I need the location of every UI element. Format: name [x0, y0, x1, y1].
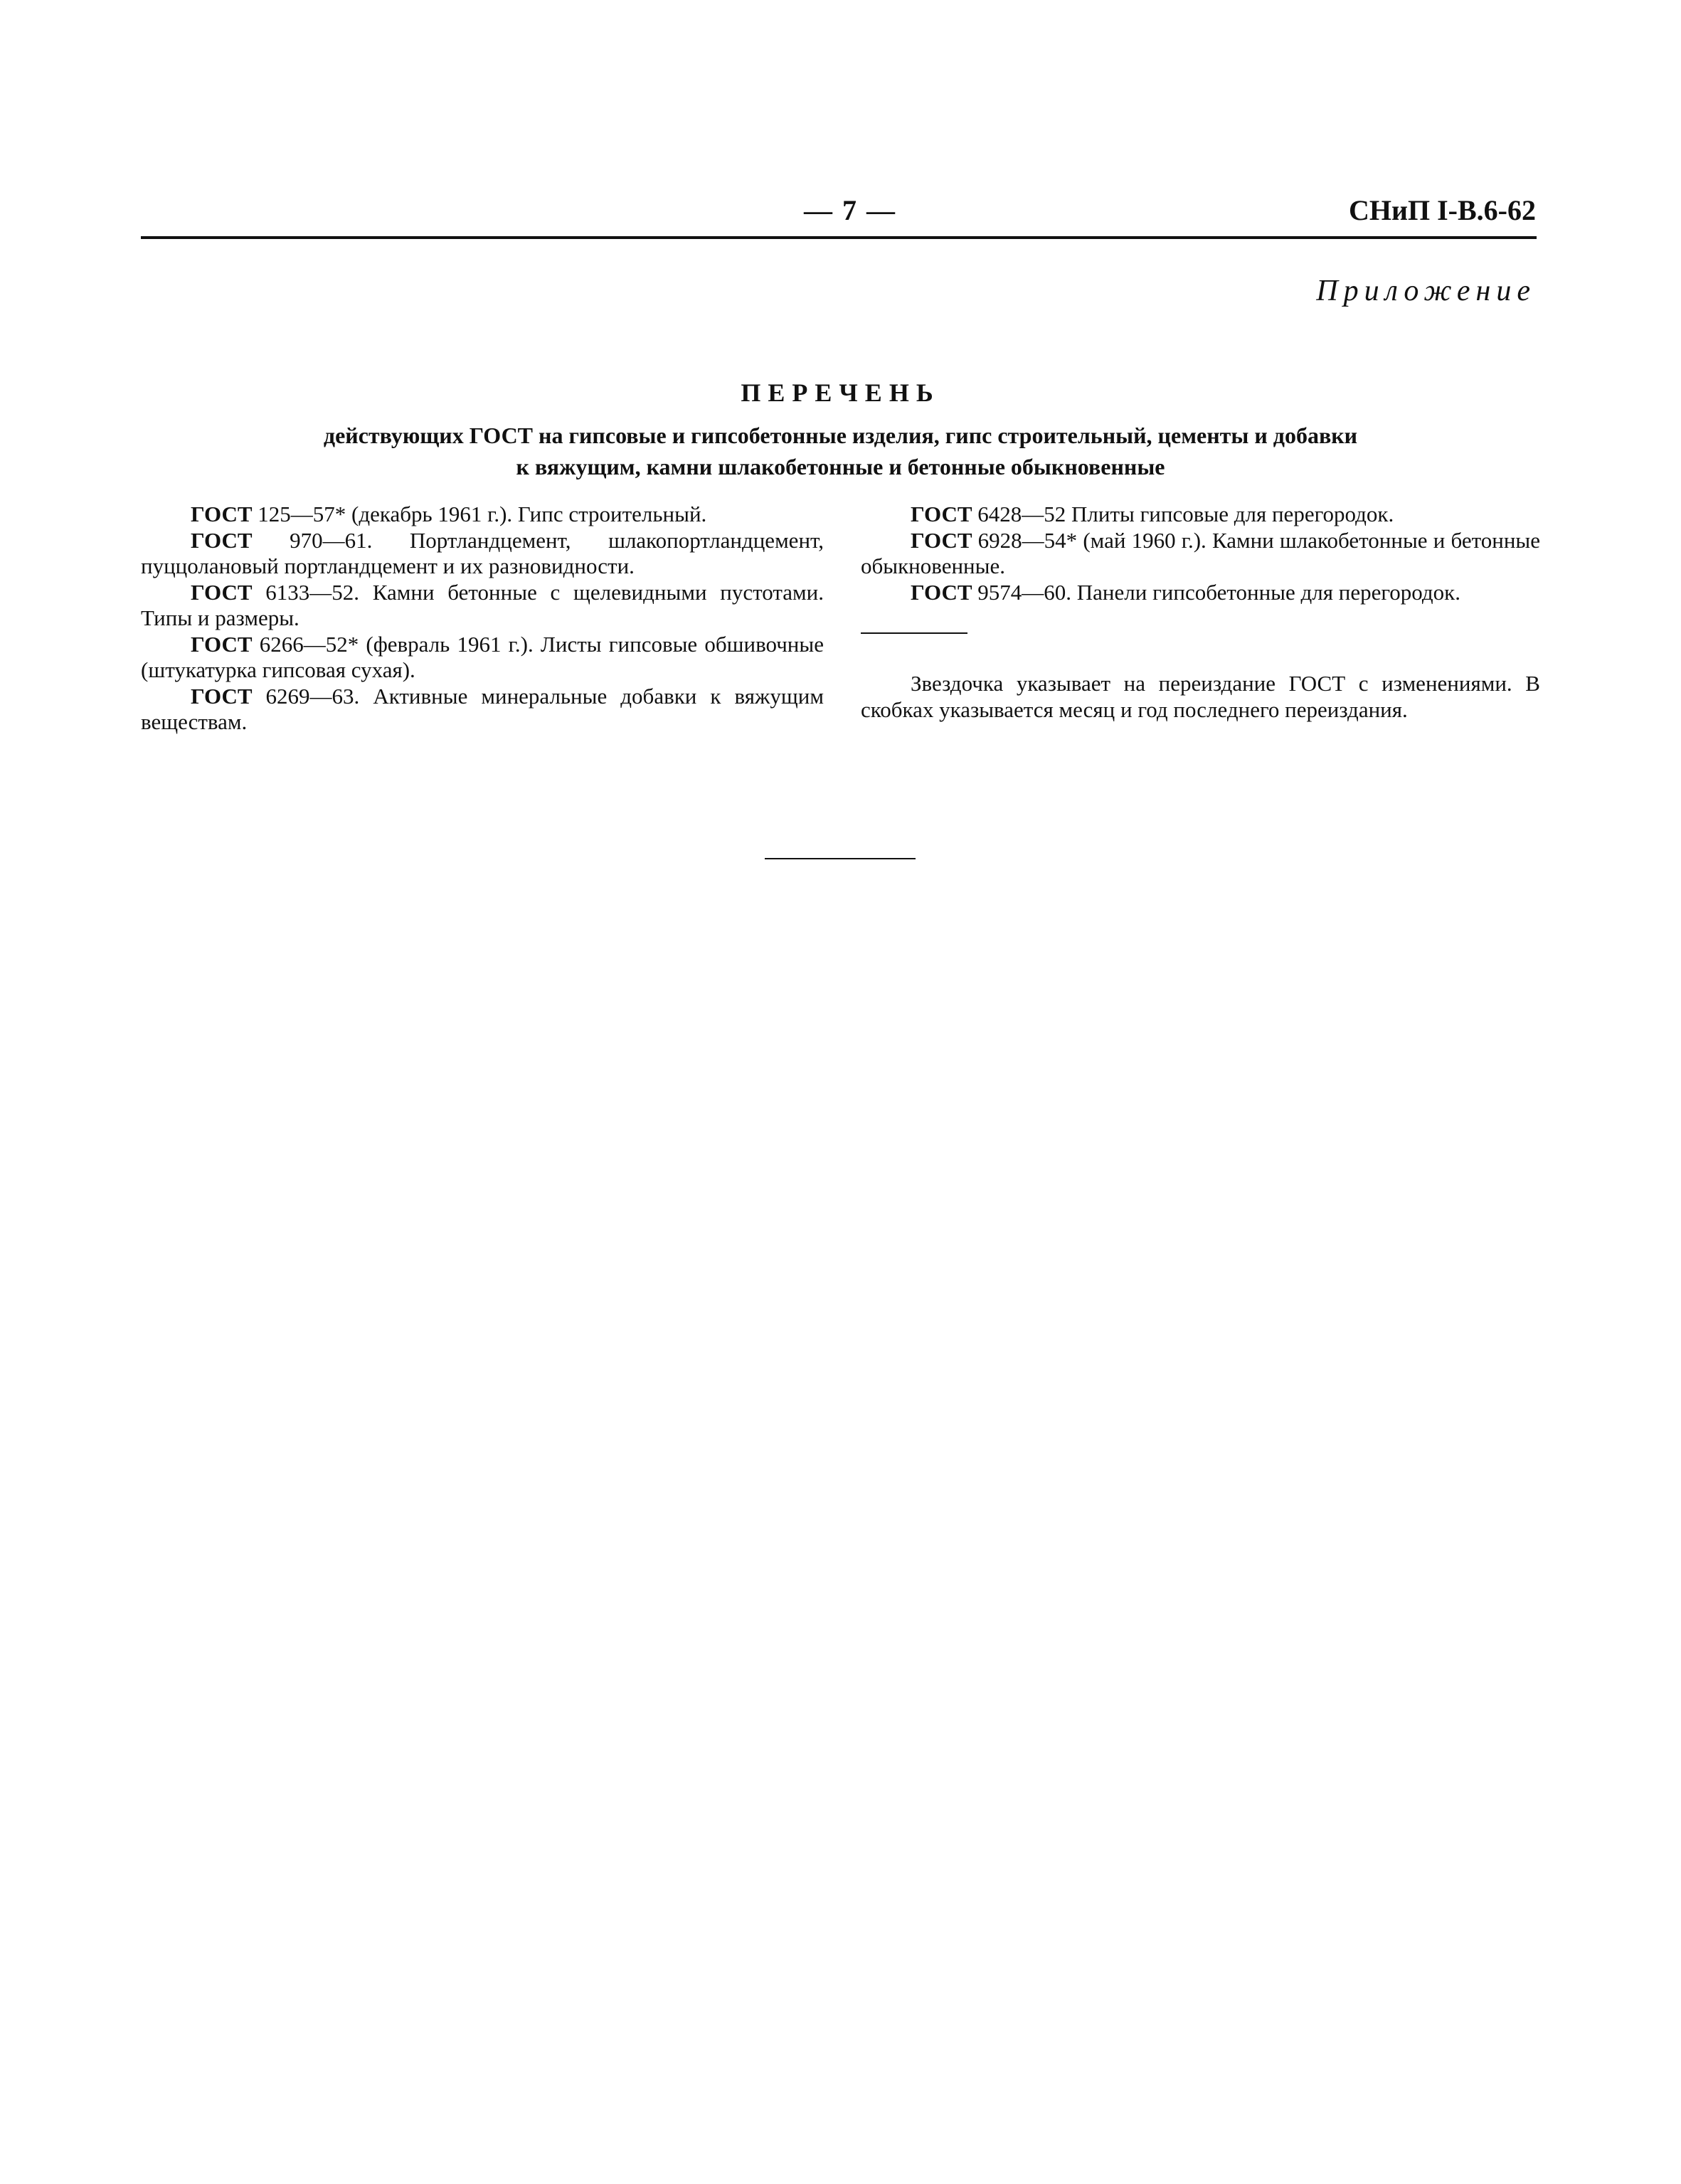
gost-code: ГОСТ: [191, 527, 253, 553]
gost-description: 125—57* (декабрь 1961 г.). Гипс строительный.: [252, 502, 707, 526]
gost-entry: [861, 580, 1540, 606]
list-subtitle: [213, 420, 1468, 482]
gost-description: 9574—60. Панели гипсобетонные для перегородок.: [972, 579, 1460, 605]
gost-description: 6266—52* (февраль 1961 г.). Листы гипсовые обшивочные (штукатурка гипсовая сухая).: [141, 631, 824, 682]
footnote: Звездочка указывает на переиздание ГОСТ с изменениями. В скобках указывается месяц и год последнего переиздания.: [861, 671, 1540, 722]
header-rule: [141, 236, 1537, 239]
gost-code: ГОСТ: [911, 527, 972, 553]
gost-description: 970—61. Портландцемент, шлакопортландцемент, пуццолановый портландцемент и их разновидности.: [141, 527, 824, 578]
page-number: — 7 —: [804, 194, 896, 226]
gost-code: ГОСТ: [191, 683, 253, 709]
list-subtitle-line-2: к вяжущим, камни шлакобетонные и бетонные обыкновенные: [516, 454, 1165, 479]
gost-entry: [141, 684, 824, 736]
right-column: [861, 502, 1540, 723]
gost-code: ГОСТ: [911, 579, 972, 605]
gost-entry: [861, 502, 1540, 528]
left-column: [141, 502, 824, 736]
gost-code: ГОСТ: [191, 631, 253, 657]
gost-entry: [141, 632, 824, 684]
gost-code: ГОСТ: [191, 502, 253, 526]
gost-description: 6133—52. Камни бетонные с щелевидными пустотами. Типы и размеры.: [141, 579, 824, 630]
gost-code: ГОСТ: [911, 502, 972, 526]
gost-entry: [861, 528, 1540, 580]
gost-code: ГОСТ: [191, 579, 253, 605]
appendix-label: Приложение: [1316, 275, 1536, 307]
gost-entry: [141, 528, 824, 580]
gost-description: 6428—52 Плиты гипсовые для перегородок.: [972, 502, 1394, 526]
gost-entry: [141, 502, 824, 528]
footnote-separator: [861, 632, 967, 634]
list-title: ПЕРЕЧЕНЬ: [741, 378, 940, 407]
list-subtitle-line-1: действующих ГОСТ на гипсовые и гипсобетонные изделия, гипс строительный, цементы и добавки: [323, 423, 1358, 448]
gost-description: 6928—54* (май 1960 г.). Камни шлакобетонные и бетонные обыкновенные.: [861, 527, 1540, 578]
gost-entry: [141, 580, 824, 632]
end-rule: [765, 858, 916, 859]
gost-description: 6269—63. Активные минеральные добавки к вяжущим веществам.: [141, 683, 824, 734]
document-code: СНиП I-В.6-62: [1348, 194, 1536, 226]
